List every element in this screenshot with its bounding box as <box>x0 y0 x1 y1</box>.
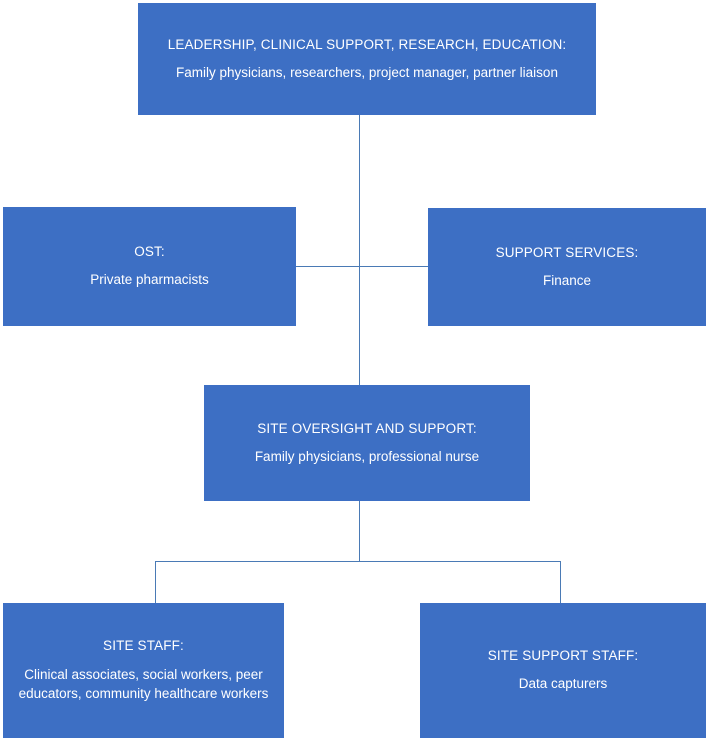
node-site-staff-subtitle: Clinical associates, social workers, peer educators, community healthcare workers <box>18 666 269 702</box>
node-ost <box>3 207 296 326</box>
node-site-oversight <box>204 385 530 501</box>
node-site-staff-title: SITE STAFF: <box>103 638 184 654</box>
node-support-services-title: SUPPORT SERVICES: <box>495 244 639 260</box>
connector-split-bar <box>155 561 560 562</box>
node-site-oversight-title: SITE OVERSIGHT AND SUPPORT: <box>257 420 477 436</box>
node-ost-subtitle: Private pharmacists <box>90 272 209 288</box>
node-leadership-subtitle: Family physicians, researchers, project manager, partner liaison <box>176 64 558 80</box>
connector-trunk-to-ost <box>296 266 359 267</box>
connector-site-oversight-down <box>359 501 360 561</box>
node-ost-title: OST: <box>134 244 165 260</box>
node-leadership-title: LEADERSHIP, CLINICAL SUPPORT, RESEARCH, EDUCATION: <box>167 36 567 52</box>
connector-to-site-support-staff <box>560 561 561 603</box>
connector-to-site-staff <box>155 561 156 603</box>
node-site-oversight-subtitle: Family physicians, professional nurse <box>254 448 480 464</box>
connector-trunk-to-support-services <box>359 266 428 267</box>
connector-leadership-to-site-oversight <box>359 115 360 385</box>
node-support-services <box>428 208 706 326</box>
node-leadership <box>138 3 596 115</box>
node-site-support-staff-subtitle: Data capturers <box>518 676 608 692</box>
node-site-support-staff-title: SITE SUPPORT STAFF: <box>487 648 639 664</box>
node-support-services-subtitle: Finance <box>542 272 592 288</box>
node-site-staff <box>3 603 284 738</box>
node-site-support-staff <box>420 603 706 738</box>
